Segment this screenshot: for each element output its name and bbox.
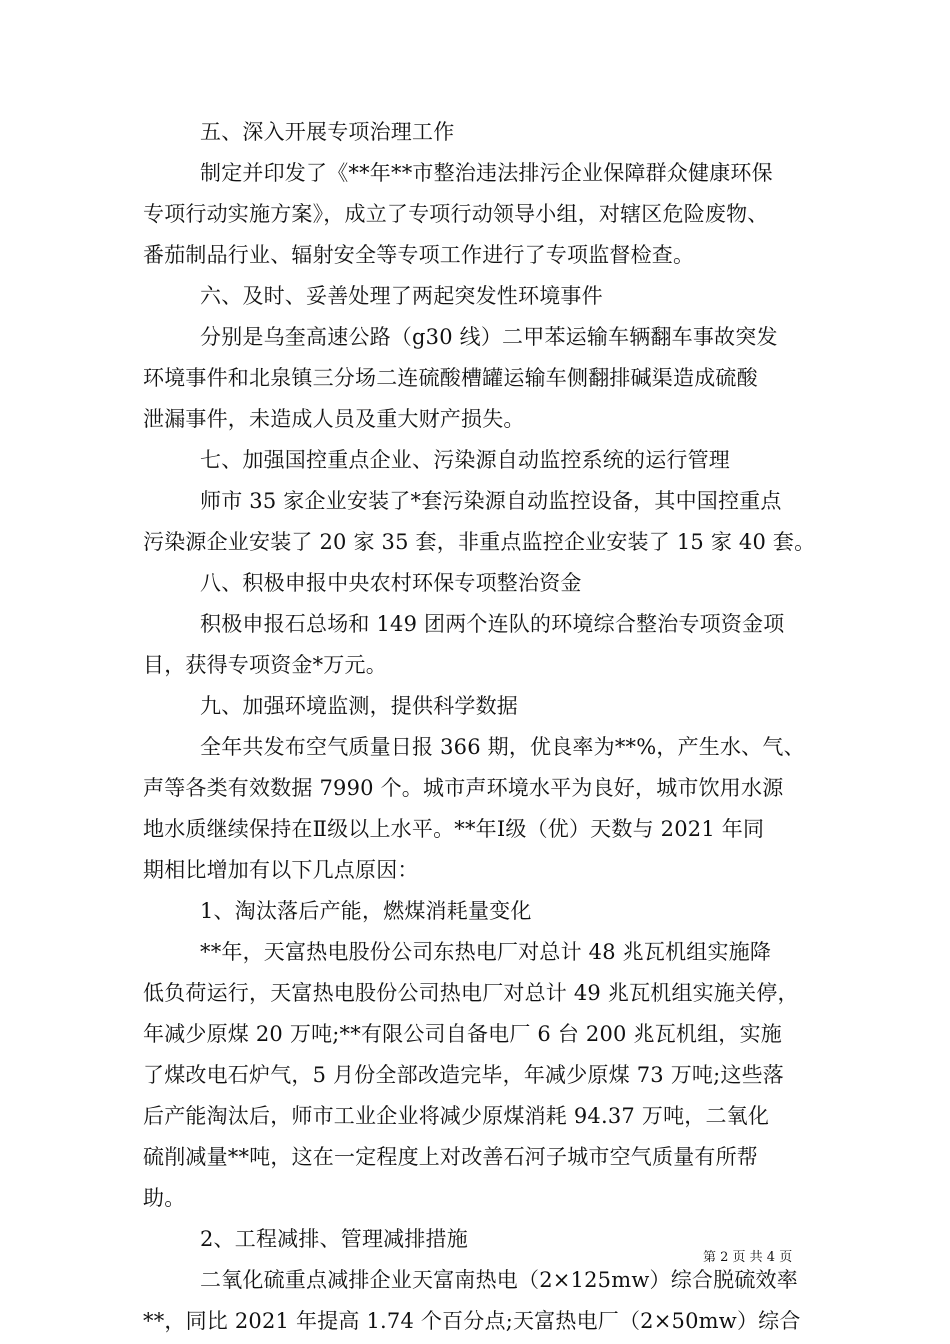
paragraph-line: 分别是乌奎高速公路（g30 线）二甲苯运输车辆翻车事故突发	[200, 325, 778, 349]
paragraph-line: 地水质继续保持在Ⅱ级以上水平。**年Ⅰ级（优）天数与 2021 年同	[143, 817, 765, 841]
paragraph-line: **年，天富热电股份公司东热电厂对总计 48 兆瓦机组实施降	[200, 940, 772, 964]
paragraph-line: 期相比增加有以下几点原因：	[143, 858, 419, 882]
paragraph-line: **，同比 2021 年提高 1.74 个百分点;天富热电厂（2×50mw）综合	[143, 1309, 801, 1333]
section-heading: 五、深入开展专项治理工作	[200, 120, 455, 144]
subsection-heading: 1、淘汰落后产能，燃煤消耗量变化	[200, 899, 532, 923]
paragraph-line: 制定并印发了《**年**市整治违法排污企业保障群众健康环保	[200, 161, 773, 185]
paragraph-line: 硫削减量**吨，这在一定程度上对改善石河子城市空气质量有所帮	[143, 1145, 758, 1169]
paragraph-line: 目，获得专项资金*万元。	[143, 653, 387, 677]
paragraph-line: 声等各类有效数据 7990 个。城市声环境水平为良好，城市饮用水源	[143, 776, 784, 800]
paragraph-line: 后产能淘汰后，师市工业企业将减少原煤消耗 94.37 万吨，二氧化	[143, 1104, 770, 1128]
paragraph-line: 二氧化硫重点减排企业天富南热电（2×125mw）综合脱硫效率	[200, 1268, 798, 1292]
paragraph-line: 番茄制品行业、辐射安全等专项工作进行了专项监督检查。	[143, 243, 695, 267]
subsection-heading: 2、工程减排、管理减排措施	[200, 1227, 468, 1251]
paragraph-line: 了煤改电石炉气，5 月份全部改造完毕，年减少原煤 73 万吨;这些落	[143, 1063, 784, 1087]
paragraph-line: 师市 35 家企业安装了*套污染源自动监控设备，其中国控重点	[200, 489, 782, 513]
paragraph-line: 全年共发布空气质量日报 366 期，优良率为**%，产生水、气、	[200, 735, 805, 759]
paragraph-line: 污染源企业安装了 20 家 35 套，非重点监控企业安装了 15 家 40 套。	[143, 530, 816, 554]
section-heading: 七、加强国控重点企业、污染源自动监控系统的运行管理	[200, 448, 730, 472]
paragraph-line: 泄漏事件，未造成人员及重大财产损失。	[143, 407, 525, 431]
paragraph-line: 积极申报石总场和 149 团两个连队的环境综合整治专项资金项	[200, 612, 785, 636]
section-heading: 八、积极申报中央农村环保专项整治资金	[200, 571, 582, 595]
paragraph-line: 低负荷运行，天富热电股份公司热电厂对总计 49 兆瓦机组实施关停，	[143, 981, 799, 1005]
section-heading: 六、及时、妥善处理了两起突发性环境事件	[200, 284, 603, 308]
page-number: 第 2 页 共 4 页	[703, 1250, 793, 1265]
section-heading: 九、加强环境监测，提供科学数据	[200, 694, 518, 718]
paragraph-line: 环境事件和北泉镇三分场二连硫酸槽罐运输车侧翻排碱渠造成硫酸	[143, 366, 758, 390]
paragraph-line: 助。	[143, 1186, 186, 1210]
paragraph-line: 年减少原煤 20 万吨;**有限公司自备电厂 6 台 200 兆瓦机组，实施	[143, 1022, 782, 1046]
paragraph-line: 专项行动实施方案》，成立了专项行动领导小组，对辖区危险废物、	[143, 202, 769, 226]
